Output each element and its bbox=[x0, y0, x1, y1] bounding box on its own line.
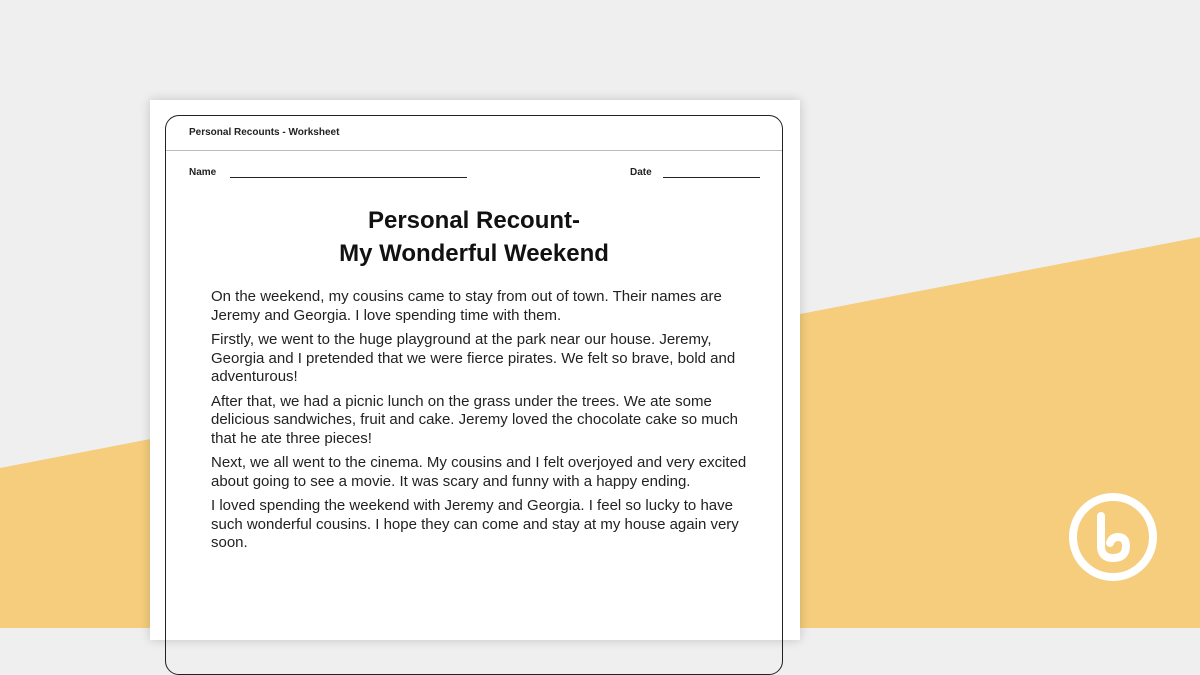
worksheet-border bbox=[165, 115, 783, 675]
worksheet-title bbox=[166, 204, 782, 270]
name-line bbox=[230, 177, 467, 178]
name-label: Name bbox=[189, 167, 217, 178]
header-divider bbox=[166, 150, 782, 151]
title-line-2: My Wonderful Weekend bbox=[339, 240, 609, 267]
teach-starter-logo-icon bbox=[1068, 492, 1158, 582]
date-label: Date bbox=[630, 167, 652, 178]
paragraph: Next, we all went to the cinema. My cousins and I felt overjoyed and very excited about going to see a movie. It was scary and funny with a happy ending. bbox=[211, 454, 747, 490]
paragraph: I loved spending the weekend with Jeremy and Georgia. I feel so lucky to have such wonderful cousins. I hope they can come and stay at my house again very soon. bbox=[211, 497, 739, 551]
recount-text bbox=[211, 288, 751, 559]
paragraph: On the weekend, my cousins came to stay from out of town. Their names are Jeremy and Georgia. I love spending time with them. bbox=[211, 288, 722, 324]
title-line-1: Personal Recount- bbox=[367, 207, 581, 234]
date-line bbox=[663, 177, 760, 178]
worksheet-page bbox=[150, 100, 800, 640]
worksheet-header-title: Personal Recounts - Worksheet bbox=[189, 127, 340, 138]
paragraph: Firstly, we went to the huge playground at the park near our house. Jeremy, Georgia and I pretended that we were fierce pirates. We felt so brave, bold and adventurous! bbox=[211, 331, 736, 385]
paragraph: After that, we had a picnic lunch on the grass under the trees. We ate some delicious sandwiches, fruit and cake. Jeremy loved the chocolate cake so much that he ate three pieces! bbox=[211, 392, 738, 447]
